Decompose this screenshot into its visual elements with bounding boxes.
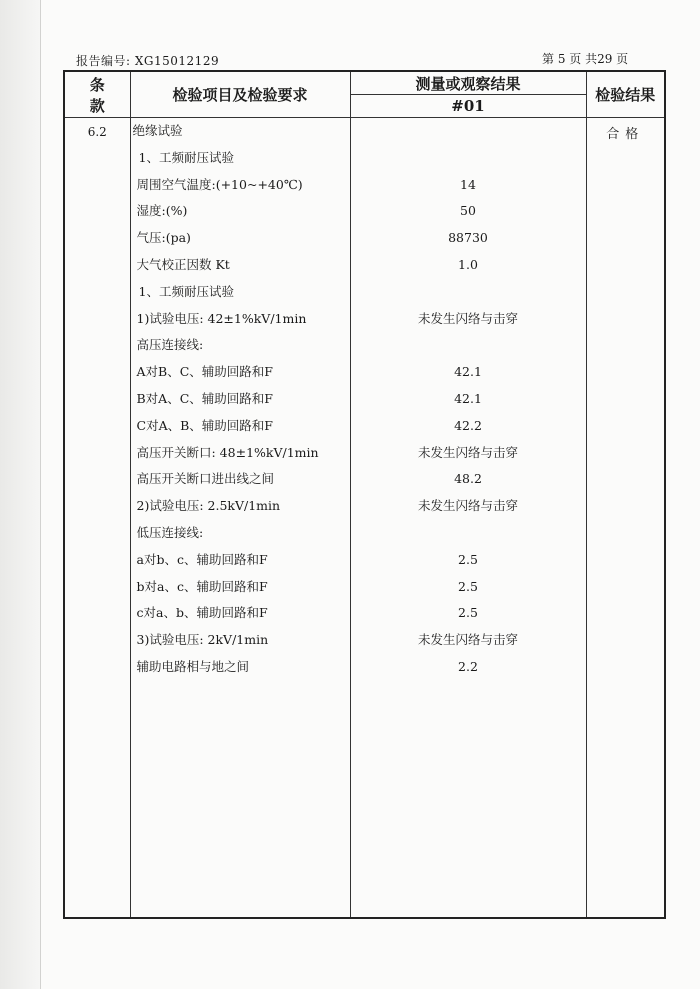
header-test-item: 检验项目及检验要求 <box>130 71 350 118</box>
test-item-text: c对a、b、辅助回路和F <box>136 605 268 621</box>
clause-number: 6.2 <box>64 118 130 918</box>
result-value: 42.1 <box>454 364 482 380</box>
inspection-table <box>63 70 666 919</box>
test-item-text: 1、工频耐压试验 <box>138 283 234 299</box>
result-value: 48.2 <box>454 471 482 487</box>
test-item-text: b对a、c、辅助回路和F <box>136 578 268 594</box>
result-value: 2.5 <box>458 578 478 594</box>
test-item-text: 1、工频耐压试验 <box>138 149 234 165</box>
test-item-text: 湿度:(%) <box>136 203 188 219</box>
result-value: 14 <box>460 176 476 192</box>
test-item-text: 气压:(pa) <box>136 230 191 246</box>
test-item-text: a对b、c、辅助回路和F <box>136 551 268 567</box>
verdict-value: 合格 <box>586 118 665 918</box>
report-number-header <box>76 52 219 69</box>
report-number-label: 报告编号: <box>76 54 131 68</box>
binding-margin <box>0 0 41 989</box>
result-value: 50 <box>460 203 476 219</box>
test-item-text: B对A、C、辅助回路和F <box>136 391 273 406</box>
result-value: 2.5 <box>458 551 478 567</box>
test-item-text: 高压开关断口进出线之间 <box>136 471 275 487</box>
header-clause: 条款 <box>64 71 130 118</box>
result-value: 1.0 <box>458 257 478 272</box>
header-sample-number: #01 <box>350 95 586 118</box>
test-item-text: 辅助电路相与地之间 <box>136 659 250 674</box>
header-verdict: 检验结果 <box>586 71 665 118</box>
result-value: 42.1 <box>454 391 482 406</box>
test-item-text: 高压连接线: <box>136 337 204 353</box>
test-item-text: 高压开关断口: 48±1%kV/1min <box>136 444 319 460</box>
page-info: 第 5 页 共29 页 <box>542 52 629 66</box>
result-value: 2.2 <box>458 659 478 674</box>
test-item-text: 周围空气温度:(+10~+40℃) <box>136 176 303 192</box>
report-number: XG15012129 <box>134 54 220 68</box>
result-value: 42.2 <box>454 417 482 433</box>
result-value: 未发生闪络与击穿 <box>417 310 518 326</box>
test-item-text: 低压连接线: <box>136 525 204 540</box>
test-item-text: 3)试验电压: 2kV/1min <box>136 632 269 648</box>
test-items-column <box>130 118 350 918</box>
header-result-title: 测量或观察结果 <box>350 71 586 95</box>
test-item-text: A对B、C、辅助回路和F <box>136 364 273 380</box>
result-value: 未发生闪络与击穿 <box>417 498 518 514</box>
result-value: 88730 <box>448 230 488 246</box>
result-value: 2.5 <box>458 605 478 621</box>
test-item-text: 绝缘试验 <box>132 123 183 138</box>
results-column <box>350 118 586 918</box>
test-item-text: 1)试验电压: 42±1%kV/1min <box>136 310 307 326</box>
result-value: 未发生闪络与击穿 <box>417 444 518 460</box>
test-item-text: 大气校正因数 Kt <box>136 257 230 272</box>
result-value: 未发生闪络与击穿 <box>417 632 518 648</box>
test-item-text: 2)试验电压: 2.5kV/1min <box>136 498 281 514</box>
test-item-text: C对A、B、辅助回路和F <box>136 417 273 433</box>
